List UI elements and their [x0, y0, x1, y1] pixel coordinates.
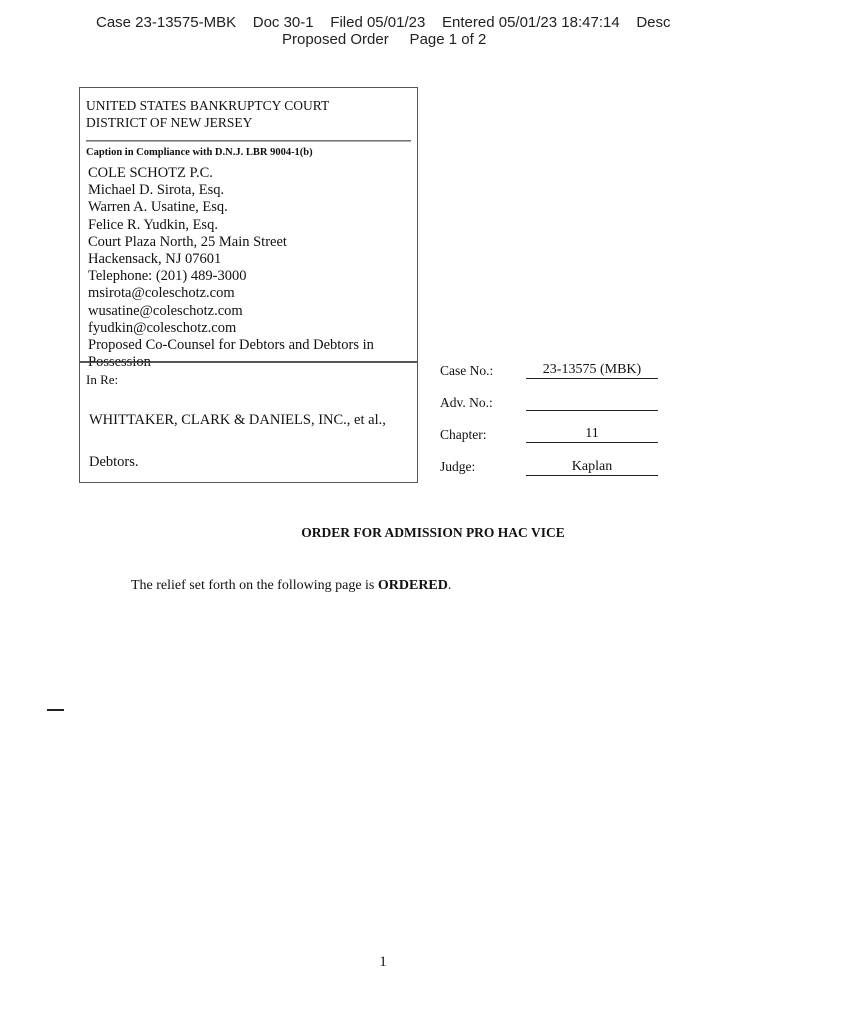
court-line-2: DISTRICT OF NEW JERSEY: [86, 115, 253, 130]
relief-period: .: [447, 578, 452, 593]
counsel-line: Warren A. Usatine, Esq.: [88, 199, 228, 216]
counsel-line: Michael D. Sirota, Esq.: [88, 182, 225, 199]
adv-no-label: Adv. No.:: [440, 395, 493, 410]
chapter-label: Chapter:: [440, 427, 487, 442]
compliance-note: Caption in Compliance with D.N.J. LBR 9004-1(b): [86, 147, 313, 158]
header-case-line: Case 23-13575-MBK Doc 30-1 Filed 05/01/23 Entered 05/01/23 18:47:14 Desc: [96, 14, 671, 31]
counsel-block: [88, 165, 374, 371]
counsel-line: Proposed Co-Counsel for Debtors and Debtors in: [88, 337, 374, 354]
debtors-label: Debtors.: [89, 454, 139, 470]
in-re-box: [79, 362, 418, 483]
judge-label: Judge:: [440, 459, 476, 474]
caption-divider: [86, 140, 411, 142]
relief-ordered: ORDERED: [377, 578, 448, 593]
counsel-line: msirota@coleschotz.com: [88, 285, 235, 302]
court-name: [86, 97, 329, 131]
counsel-line: Court Plaza North, 25 Main Street: [88, 233, 287, 250]
case-no-label: Case No.:: [440, 363, 494, 378]
counsel-line: Possession: [88, 354, 151, 371]
in-re-label: In Re:: [86, 372, 119, 387]
judge-value: Kaplan: [526, 459, 658, 476]
counsel-line: Telephone: (201) 489-3000: [88, 268, 247, 285]
order-title: ORDER FOR ADMISSION PRO HAC VICE: [301, 525, 565, 540]
relief-statement: [131, 578, 451, 594]
margin-dash: [47, 709, 64, 711]
header-page-line: Proposed Order Page 1 of 2: [282, 31, 487, 48]
counsel-line: Felice R. Yudkin, Esq.: [88, 216, 218, 233]
relief-text: The relief set forth on the following page is: [131, 578, 378, 593]
counsel-line: fyudkin@coleschotz.com: [88, 319, 237, 336]
counsel-line: COLE SCHOTZ P.C.: [88, 165, 213, 181]
caption-box: [79, 87, 418, 371]
counsel-line: wusatine@coleschotz.com: [88, 302, 243, 319]
case-no-value: 23-13575 (MBK): [526, 362, 658, 379]
chapter-value: 11: [526, 426, 658, 443]
court-line-1: UNITED STATES BANKRUPTCY COURT: [86, 98, 330, 113]
page-number: 1: [379, 954, 387, 970]
adv-no-value: [526, 394, 658, 411]
debtor-name: WHITTAKER, CLARK & DANIELS, INC., et al.,: [89, 412, 386, 428]
counsel-line: Hackensack, NJ 07601: [88, 251, 222, 268]
